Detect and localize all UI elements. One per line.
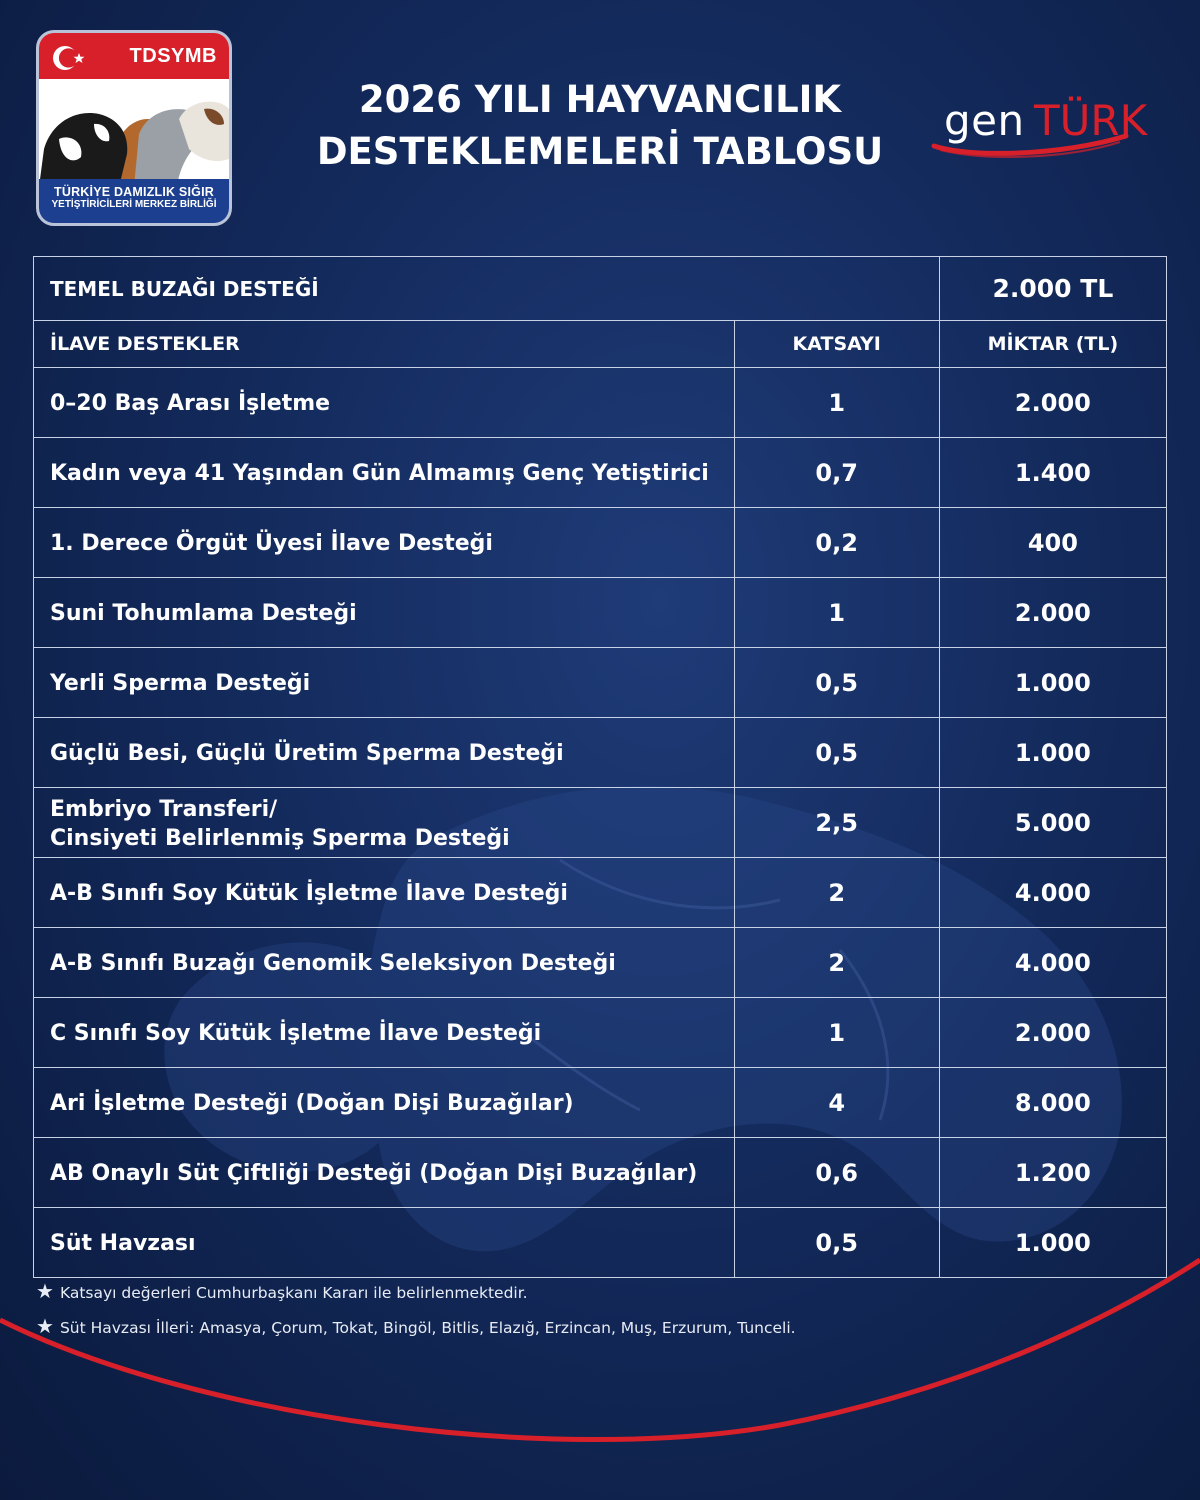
row-coefficient: 1	[734, 368, 939, 438]
logo-red-band	[39, 33, 229, 83]
row-amount: 1.400	[939, 438, 1166, 508]
row-amount: 1.000	[939, 1208, 1166, 1278]
footnote-text: Katsayı değerleri Cumhurbaşkanı Kararı ile belirlenmektedir.	[59, 1284, 528, 1302]
row-amount: 4.000	[939, 858, 1166, 928]
table-row	[34, 648, 1167, 718]
table-row	[34, 718, 1167, 788]
row-amount: 2.000	[939, 998, 1166, 1068]
row-label: Yerli Sperma Desteği	[34, 648, 735, 718]
row-coefficient: 0,5	[734, 1208, 939, 1278]
row-amount: 5.000	[939, 788, 1166, 858]
row-label: Ari İşletme Desteği (Doğan Dişi Buzağılar)	[34, 1068, 735, 1138]
base-support-row	[34, 257, 1167, 321]
row-label: 1. Derece Örgüt Üyesi İlave Desteği	[34, 508, 735, 578]
header-amount: MİKTAR (TL)	[939, 321, 1166, 368]
row-amount: 4.000	[939, 928, 1166, 998]
row-coefficient: 0,5	[734, 648, 939, 718]
footnote-text: Süt Havzası İlleri: Amasya, Çorum, Tokat, Bingöl, Bitlis, Elazığ, Erzincan, Muş, Erzurum, Tunceli.	[59, 1319, 796, 1337]
row-label: 0–20 Baş Arası İşletme	[34, 368, 735, 438]
table-row	[34, 1068, 1167, 1138]
table-row	[34, 928, 1167, 998]
table-row	[34, 788, 1167, 858]
footnote	[36, 1278, 1136, 1313]
title-line1: 2026 YILI HAYVANCILIK	[358, 78, 842, 121]
row-coefficient: 2	[734, 858, 939, 928]
row-amount: 1.000	[939, 718, 1166, 788]
row-coefficient: 0,6	[734, 1138, 939, 1208]
row-label: A-B Sınıfı Buzağı Genomik Seleksiyon Desteği	[34, 928, 735, 998]
row-label: Güçlü Besi, Güçlü Üretim Sperma Desteği	[34, 718, 735, 788]
table-row	[34, 368, 1167, 438]
row-amount: 2.000	[939, 368, 1166, 438]
row-amount: 8.000	[939, 1068, 1166, 1138]
footnotes	[36, 1278, 1136, 1348]
row-coefficient: 1	[734, 998, 939, 1068]
table-row	[34, 1208, 1167, 1278]
row-label-line2: Cinsiyeti Belirlenmiş Sperma Desteği	[50, 825, 510, 851]
table-row	[34, 858, 1167, 928]
support-table	[33, 256, 1167, 1278]
row-coefficient: 0,7	[734, 438, 939, 508]
logo-name-line2: YETİŞTİRİCİLERİ MERKEZ BİRLİĞİ	[51, 199, 217, 210]
cows-illustration-icon	[39, 79, 229, 187]
row-label-line1: Embriyo Transferi/	[50, 796, 278, 822]
base-support-label: TEMEL BUZAĞI DESTEĞİ	[34, 257, 940, 321]
turkish-flag-icon	[49, 41, 93, 75]
row-coefficient: 0,2	[734, 508, 939, 578]
row-amount: 400	[939, 508, 1166, 578]
table-row	[34, 438, 1167, 508]
logo-acronym: TDSYMB	[129, 45, 217, 67]
table-row	[34, 998, 1167, 1068]
table-header-row	[34, 321, 1167, 368]
star-icon: ★	[36, 1314, 54, 1338]
logo-name-line1: TÜRKİYE DAMIZLIK SIĞIR	[54, 185, 214, 199]
row-label: AB Onaylı Süt Çiftliği Desteği (Doğan Dişi Buzağılar)	[34, 1138, 735, 1208]
table-row	[34, 578, 1167, 648]
row-coefficient: 4	[734, 1068, 939, 1138]
table-row	[34, 1138, 1167, 1208]
logo-blue-band	[39, 179, 229, 223]
title-line2: DESTEKLEMELERİ TABLOSU	[316, 130, 884, 173]
star-icon: ★	[36, 1279, 54, 1303]
brand-gen-text: gen	[944, 96, 1025, 145]
row-label	[34, 788, 735, 858]
row-label: C Sınıfı Soy Kütük İşletme İlave Desteği	[34, 998, 735, 1068]
row-label: Süt Havzası	[34, 1208, 735, 1278]
table-row	[34, 508, 1167, 578]
base-support-amount: 2.000 TL	[939, 257, 1166, 321]
genturk-logo	[930, 92, 1170, 162]
row-coefficient: 1	[734, 578, 939, 648]
row-coefficient: 0,5	[734, 718, 939, 788]
row-amount: 1.200	[939, 1138, 1166, 1208]
row-amount: 2.000	[939, 578, 1166, 648]
page-title	[300, 74, 900, 178]
header-coefficient: KATSAYI	[734, 321, 939, 368]
brand-turk-text: TÜRK	[1034, 96, 1148, 145]
row-coefficient: 2,5	[734, 788, 939, 858]
footnote	[36, 1313, 1136, 1348]
row-label: A-B Sınıfı Soy Kütük İşletme İlave Desteği	[34, 858, 735, 928]
row-amount: 1.000	[939, 648, 1166, 718]
row-label: Kadın veya 41 Yaşından Gün Almamış Genç Yetiştirici	[34, 438, 735, 508]
header-extra-supports: İLAVE DESTEKLER	[34, 321, 735, 368]
row-coefficient: 2	[734, 928, 939, 998]
tdsymb-logo	[36, 30, 232, 226]
row-label: Suni Tohumlama Desteği	[34, 578, 735, 648]
